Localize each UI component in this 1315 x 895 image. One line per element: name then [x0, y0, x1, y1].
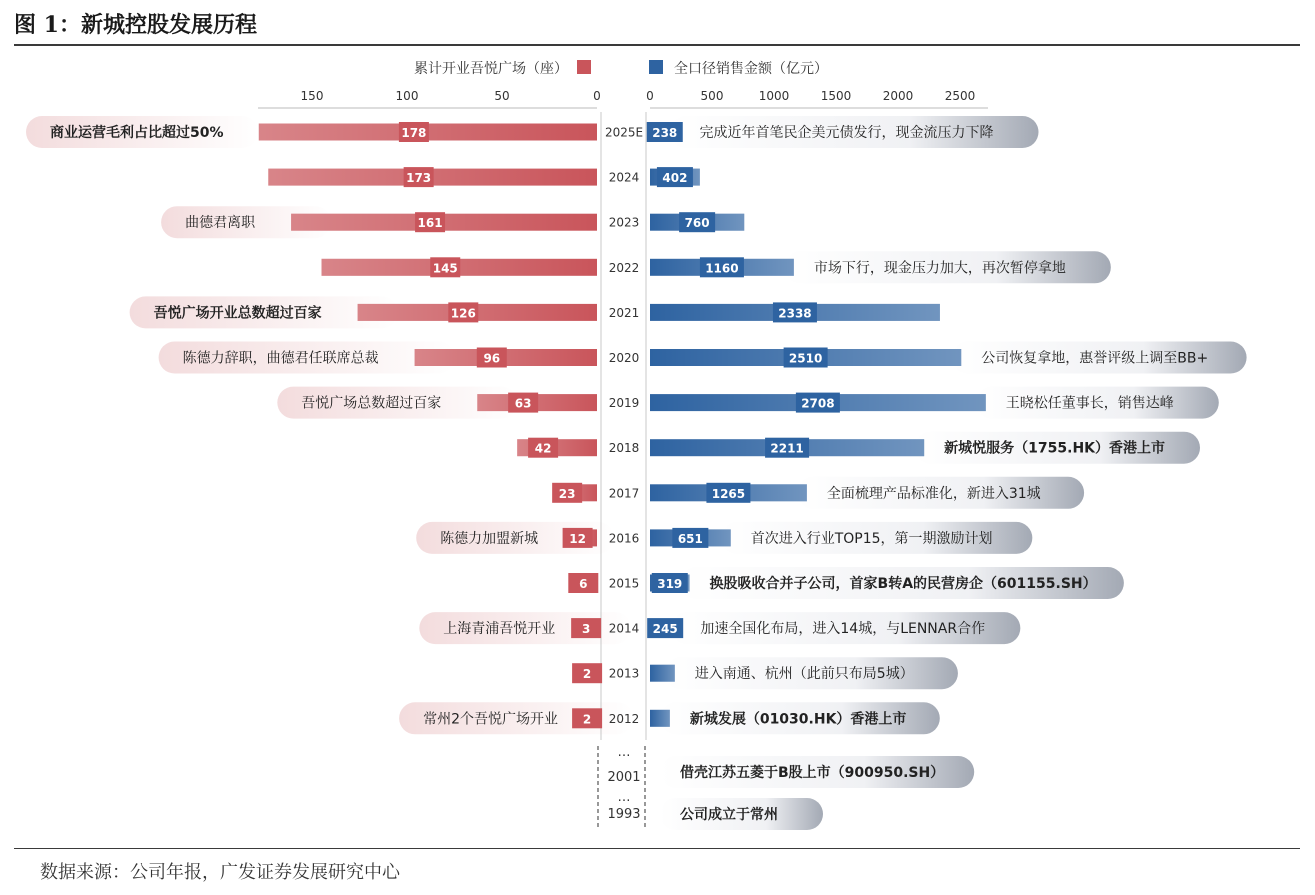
- left-value-label: 3: [581, 622, 591, 637]
- early-year-label: 1993: [607, 807, 641, 822]
- left-value-label: 6: [579, 577, 588, 591]
- left-event-text: 上海青浦吾悦开业: [443, 621, 556, 638]
- year-label: 2020: [608, 351, 640, 365]
- left-value-label: 63: [514, 396, 532, 411]
- year-label: 2021: [608, 305, 640, 320]
- right-value-label: 245: [652, 622, 678, 637]
- right-axis-tick: 0: [646, 89, 654, 103]
- right-event-text: 完成近年首笔民企美元债发行，现金流压力下降: [699, 125, 994, 141]
- early-year-label: 2001: [607, 770, 641, 785]
- right-value-label: 238: [652, 126, 678, 140]
- bottom-rule: [14, 848, 1300, 849]
- year-label: 2014: [608, 621, 640, 636]
- year-label: 2016: [608, 531, 640, 546]
- left-value-label: 23: [558, 486, 576, 501]
- left-value-label: 126: [450, 306, 476, 321]
- year-label: 2012: [608, 711, 640, 726]
- right-axis-tick: 1000: [758, 89, 790, 103]
- right-event-text: 新城悦服务（1755.HK）香港上市: [944, 440, 1166, 457]
- legend-left-swatch: [577, 60, 591, 74]
- left-event-text: 吾悦广场开业总数超过百家: [153, 305, 322, 322]
- right-value-label: 1160: [705, 261, 739, 276]
- legend-left-label: 累计开业吾悦广场（座）: [414, 61, 568, 77]
- right-value-label: 319: [657, 577, 683, 591]
- left-event-text: 陈德力辞职，曲德君任联席总裁: [182, 350, 379, 367]
- right-value-label: 2338: [778, 306, 812, 321]
- year-label: 2024: [608, 170, 640, 185]
- right-value-label: 760: [684, 216, 710, 231]
- left-value-label: 2: [582, 667, 592, 682]
- early-year-label: …: [617, 745, 631, 760]
- left-axis-tick: 0: [593, 89, 601, 103]
- left-value-label: 96: [483, 351, 501, 366]
- year-label: 2023: [608, 215, 640, 230]
- left-axis-tick: 50: [494, 89, 510, 103]
- right-event-text: 公司成立于常州: [680, 807, 778, 823]
- early-year-label: …: [617, 790, 631, 805]
- right-axis-tick: 500: [700, 89, 724, 103]
- right-value-label: 2510: [788, 351, 823, 366]
- right-axis-tick: 1500: [820, 89, 852, 103]
- right-value-label: 2708: [801, 396, 835, 411]
- right-axis-tick: 2500: [944, 89, 976, 103]
- right-event-text: 公司恢复拿地，惠誉评级上调至BB+: [981, 350, 1209, 367]
- left-axis-tick: 150: [300, 89, 324, 103]
- right-event-text: 换股吸收合并子公司，首家B转A的民营房企（601155.SH）: [709, 576, 1097, 592]
- left-value-label: 178: [401, 126, 427, 140]
- right-bar-sheen: [650, 710, 670, 727]
- right-value-label: 402: [662, 171, 688, 186]
- left-event-text: 常州2个吾悦广场开业: [423, 711, 559, 728]
- right-event-text: 新城发展（01030.HK）香港上市: [689, 711, 907, 728]
- left-value-label: 161: [417, 216, 443, 231]
- right-value-label: 2211: [770, 441, 804, 456]
- left-axis-tick: 100: [395, 89, 419, 103]
- right-event-text: 加速全国化布局，进入14城，与LENNAR合作: [700, 621, 986, 638]
- year-label: 2015: [608, 576, 640, 591]
- right-value-label: 651: [677, 531, 703, 546]
- year-label: 2022: [608, 260, 640, 275]
- left-event-text: 商业运营毛利占比超过50%: [50, 125, 224, 141]
- year-label: 2019: [608, 396, 640, 411]
- right-event-text: 全面梳理产品标准化，新进入31城: [826, 485, 1041, 502]
- year-label: 2018: [608, 441, 640, 456]
- right-event-text: 进入南通、杭州（此前只布局5城）: [694, 666, 914, 683]
- left-value-label: 173: [406, 171, 432, 186]
- left-event-text: 曲德君离职: [185, 215, 256, 232]
- right-bar-sheen: [650, 665, 675, 682]
- right-value-label: 1265: [711, 486, 746, 501]
- right-event-text: 首次进入行业TOP15，第一期激励计划: [750, 530, 993, 547]
- legend-right-label: 全口径销售金额（亿元）: [674, 61, 828, 77]
- right-event-text: 王晓松任董事长，销售达峰: [1005, 395, 1174, 412]
- left-value-label: 12: [569, 531, 586, 546]
- source-note: 数据来源：公司年报，广发证券发展研究中心: [40, 862, 400, 883]
- right-axis-tick: 2000: [882, 89, 914, 103]
- right-event-text: 借壳江苏五菱于B股上市（900950.SH）: [680, 765, 945, 781]
- left-value-label: 145: [432, 261, 458, 276]
- legend-right-swatch: [649, 60, 663, 74]
- left-event-text: 吾悦广场总数超过百家: [301, 395, 442, 412]
- left-value-label: 42: [534, 441, 552, 456]
- year-label: 2013: [608, 666, 640, 681]
- left-value-label: 2: [582, 712, 592, 727]
- left-event-text: 陈德力加盟新城: [440, 530, 539, 547]
- year-label: 2017: [608, 486, 640, 501]
- right-event-text: 市场下行，现金压力加大，再次暂停拿地: [813, 260, 1066, 277]
- year-label: 2025E: [604, 125, 644, 140]
- figure-title: 图 1：新城控股发展历程: [14, 12, 257, 38]
